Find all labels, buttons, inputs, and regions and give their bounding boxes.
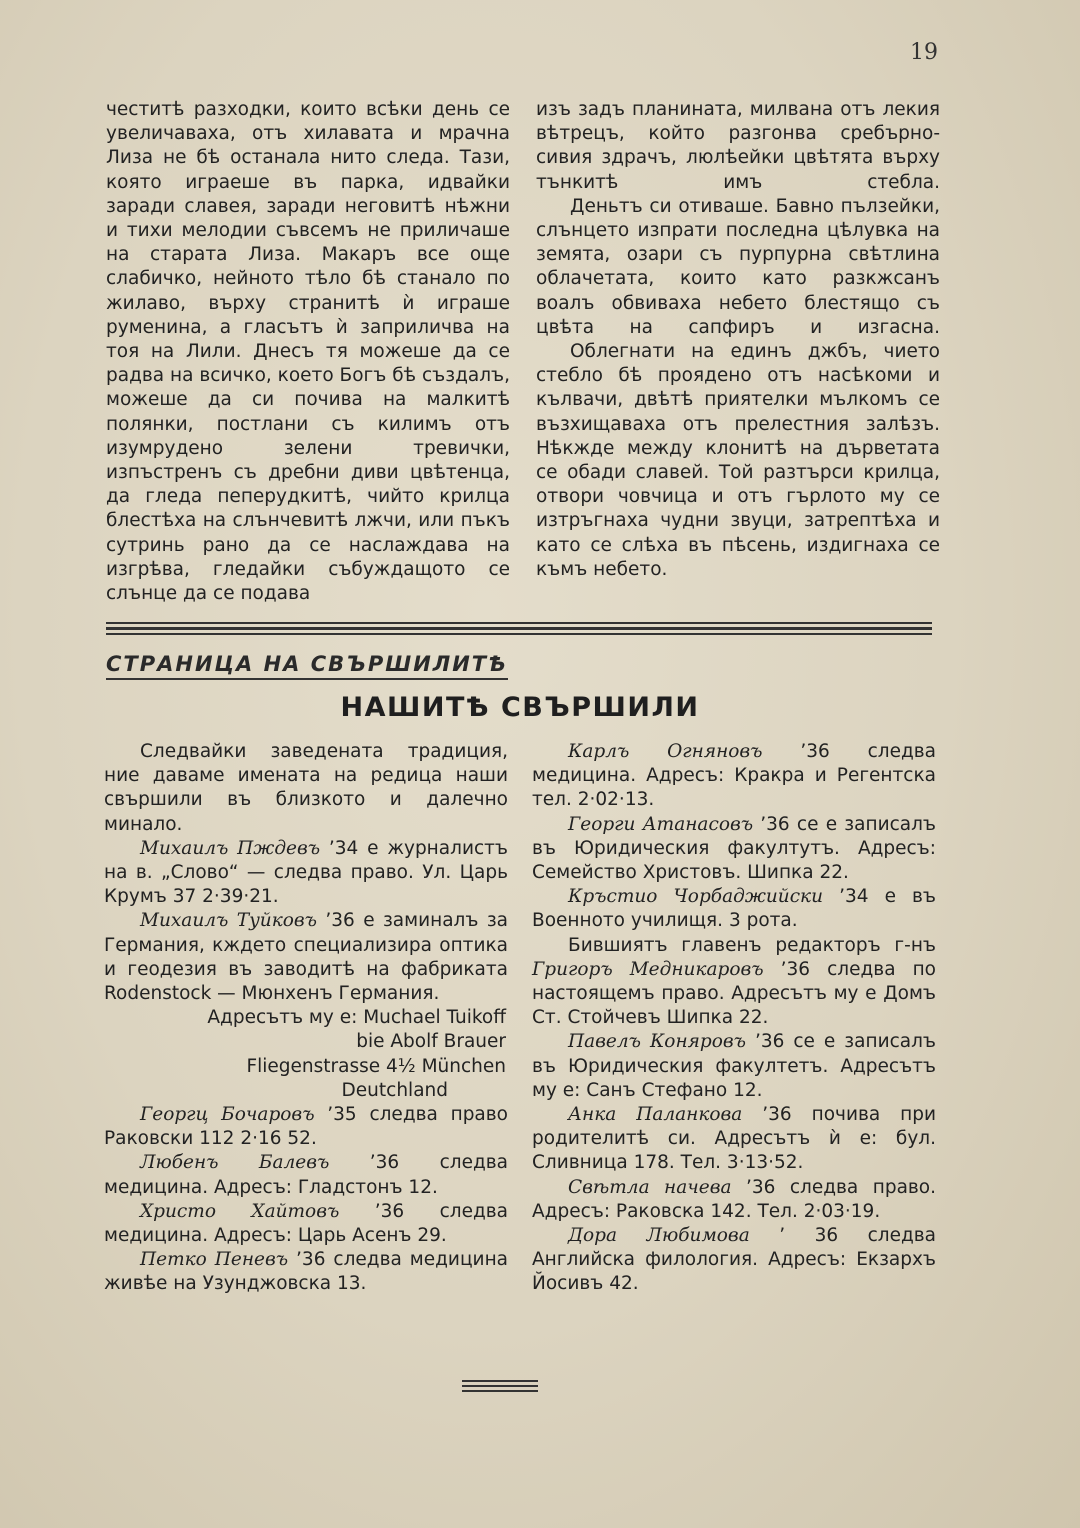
list-item [532,1030,936,1103]
graduate-name: Григоръ Медникаровъ [532,958,764,980]
story-continuation [106,98,940,606]
graduate-name: Любенъ Балевъ [140,1152,330,1174]
page-title: НАШИТѢ СВЪРШИЛИ [340,692,700,723]
graduate-name: Георгц Бочаровъ [140,1104,315,1126]
graduate-info: ’34 е въ Военното училищя. 3 рота. [532,886,937,932]
story-paragraph: честитѣ разходки, които всѣки день се увеличаваха, отъ хилавата и мрачна Лиза не бѣ останала нито следа. Тази, която играеше въ парка, идвайки заради славея, заради неговитѣ нѣжни и тихи мелодии съвсемъ не приличаше на старата Лиза. Макаръ все още слабичко, нейното тѣло бѣ станало по жилаво, върху странитѣ ѝ играше руменина, а гласътъ ѝ заприличва на тоя на Лили. Днесъ тя можеше да се радва на всичко, което Богъ бѣ създалъ, можеше да си почива на малкитѣ полянки, постлани съ килимъ отъ изумрудено зелени тревички, изпъстренъ съ дребни диви цвѣтенца, да гледа пеперудкитѣ, чийто крилца блестѣха на слънчевитѣ лжчи, или пъкъ сутринь рано да се наслаждава на изгрѣва, гледайки събуждащото се слънце да се подава [106,99,510,605]
story-paragraph: Деньтъ си отиваше. Бавно пълзейки, слънцето изпрати последна цѣлувка на земята, озари съ пурпурна свѣтлина облачетата, които като разкжсанъ воалъ обвиваха небето блестящо съ цвѣта на сапфиръ и изгасна. [536,195,940,338]
graduate-name: Петко Пеневъ [140,1249,289,1271]
address-line: Deutchland [341,1079,448,1101]
list-item [104,909,508,1006]
graduate-info: ’36 се е записалъ въ Юридическия факултетъ. Адресътъ му е: Санъ Стефано 12. [532,1031,937,1101]
list-item [104,1200,508,1248]
graduate-info: ’36 следва медицина. Адресъ: Гладстонъ 12. [104,1152,508,1198]
story-left-column [106,98,510,606]
graduates-left-column [104,740,508,1297]
list-item [532,813,936,886]
graduate-info: ’36 е заминалъ за Германия, кждето специализира оптика и геодезия въ заводитѣ на фабриката Rodenstock — Мюнхенъ Германия. [104,910,508,1005]
list-item [104,1103,508,1151]
graduate-name: Георги Атанасовъ [568,813,754,835]
graduate-prefix: Бившиятъ главенъ редакторъ г-нъ [568,934,936,956]
graduate-info: ’35 следва право Раковски 112 2·16 52. [104,1104,508,1150]
story-paragraph: изъ задъ планината, милвана отъ лекия вѣтрецъ, който разгонва сребърно-сивия здрачъ, люлѣейки цвѣтята върху тънкитѣ имъ стебла. [536,99,940,193]
address-line: bie Abolf Brauer [356,1031,506,1053]
graduate-name: Дора Любимова [568,1225,750,1247]
graduate-name: Христо Хайтовъ [140,1200,340,1222]
graduate-name: Свѣтла начева [568,1176,732,1198]
address-line: Адресътъ му е: Muchael Tuikoff [207,1007,506,1029]
graduate-name: Павелъ Коняровъ [568,1031,746,1053]
graduate-info: ’36 следва медицина живѣе на Узунджовска 13. [104,1249,508,1295]
story-right-column [536,98,940,606]
address-line: Fliegenstrasse 4½ München [246,1055,506,1077]
graduate-name: Михаилъ Туйковъ [140,910,317,932]
story-paragraph: Облегнати на единъ джбъ, чието стебло бѣ проядено отъ насѣкоми и кълвачи, двѣтѣ приятелки мълкомъ се възхищаваха отъ прелестния залѣзъ. Нѣкжде между клонитѣ на дърветата се обади славей. Той разтърси крилца, отвори човчица и отъ гърлото му се изтръгнаха чудни звуци, затрептѣха и като се слѣха въ пѣсень, издигнаха се къмъ небето. [536,341,940,580]
list-item [104,837,508,910]
intro-paragraph: Следвайки заведената традиция, ние даваме имената на редица наши свършили въ близкото и далечно минало. [104,741,508,835]
list-item [532,740,936,813]
list-item [532,1103,936,1176]
section-heading: СТРАНИЦА НА СВЪРШИЛИТѢ [106,652,508,680]
graduates-right-column [532,740,936,1297]
page-number: 19 [910,40,938,65]
address-block [104,1006,508,1103]
graduate-info: ’36 следва право. Адресъ: Раковска 142. Тел. 2·03·19. [532,1176,937,1222]
list-item [104,1151,508,1199]
graduate-name: Кръстио Чорбаджийски [568,886,824,908]
graduate-info: ’36 се е записалъ въ Юридическия факултутъ. Адресъ: Семейство Христовъ. Шипка 22. [532,813,936,884]
graduate-info: ’36 почива при родителитѣ си. Адресътъ ѝ е: бул. Сливница 178. Тел. 3·13·52. [532,1104,936,1174]
list-item [104,1248,508,1296]
graduate-info: ’ 36 следва Английска филология. Адресъ: Екзархъ Йосивъ 42. [532,1225,936,1295]
graduate-info: ’36 следва по настоящемъ право. Адресътъ му е Домъ Ст. Стойчевъ Шипка 22. [532,958,936,1029]
graduate-info: ’36 следва медицина. Адресъ: Кракра и Регентска тел. 2·02·13. [532,741,937,811]
graduate-info: ’36 следва медицина. Адресъ: Царь Асенъ 29. [104,1200,508,1247]
end-ornament [462,1380,538,1395]
list-item [532,934,936,1031]
graduate-name: Карлъ Огняновъ [568,741,763,762]
section-divider [106,622,932,635]
graduates-list [104,740,936,1297]
graduate-info: ’34 е журналистъ на в. „Слово“ — следва право. Ул. Царь Крумъ 37 2·39·21. [104,837,508,908]
graduate-name: Анка Паланкова [568,1104,743,1126]
graduate-name: Михаилъ Пждевъ [140,837,321,859]
list-item [532,1224,936,1297]
list-item [532,885,936,933]
list-item [532,1176,936,1224]
